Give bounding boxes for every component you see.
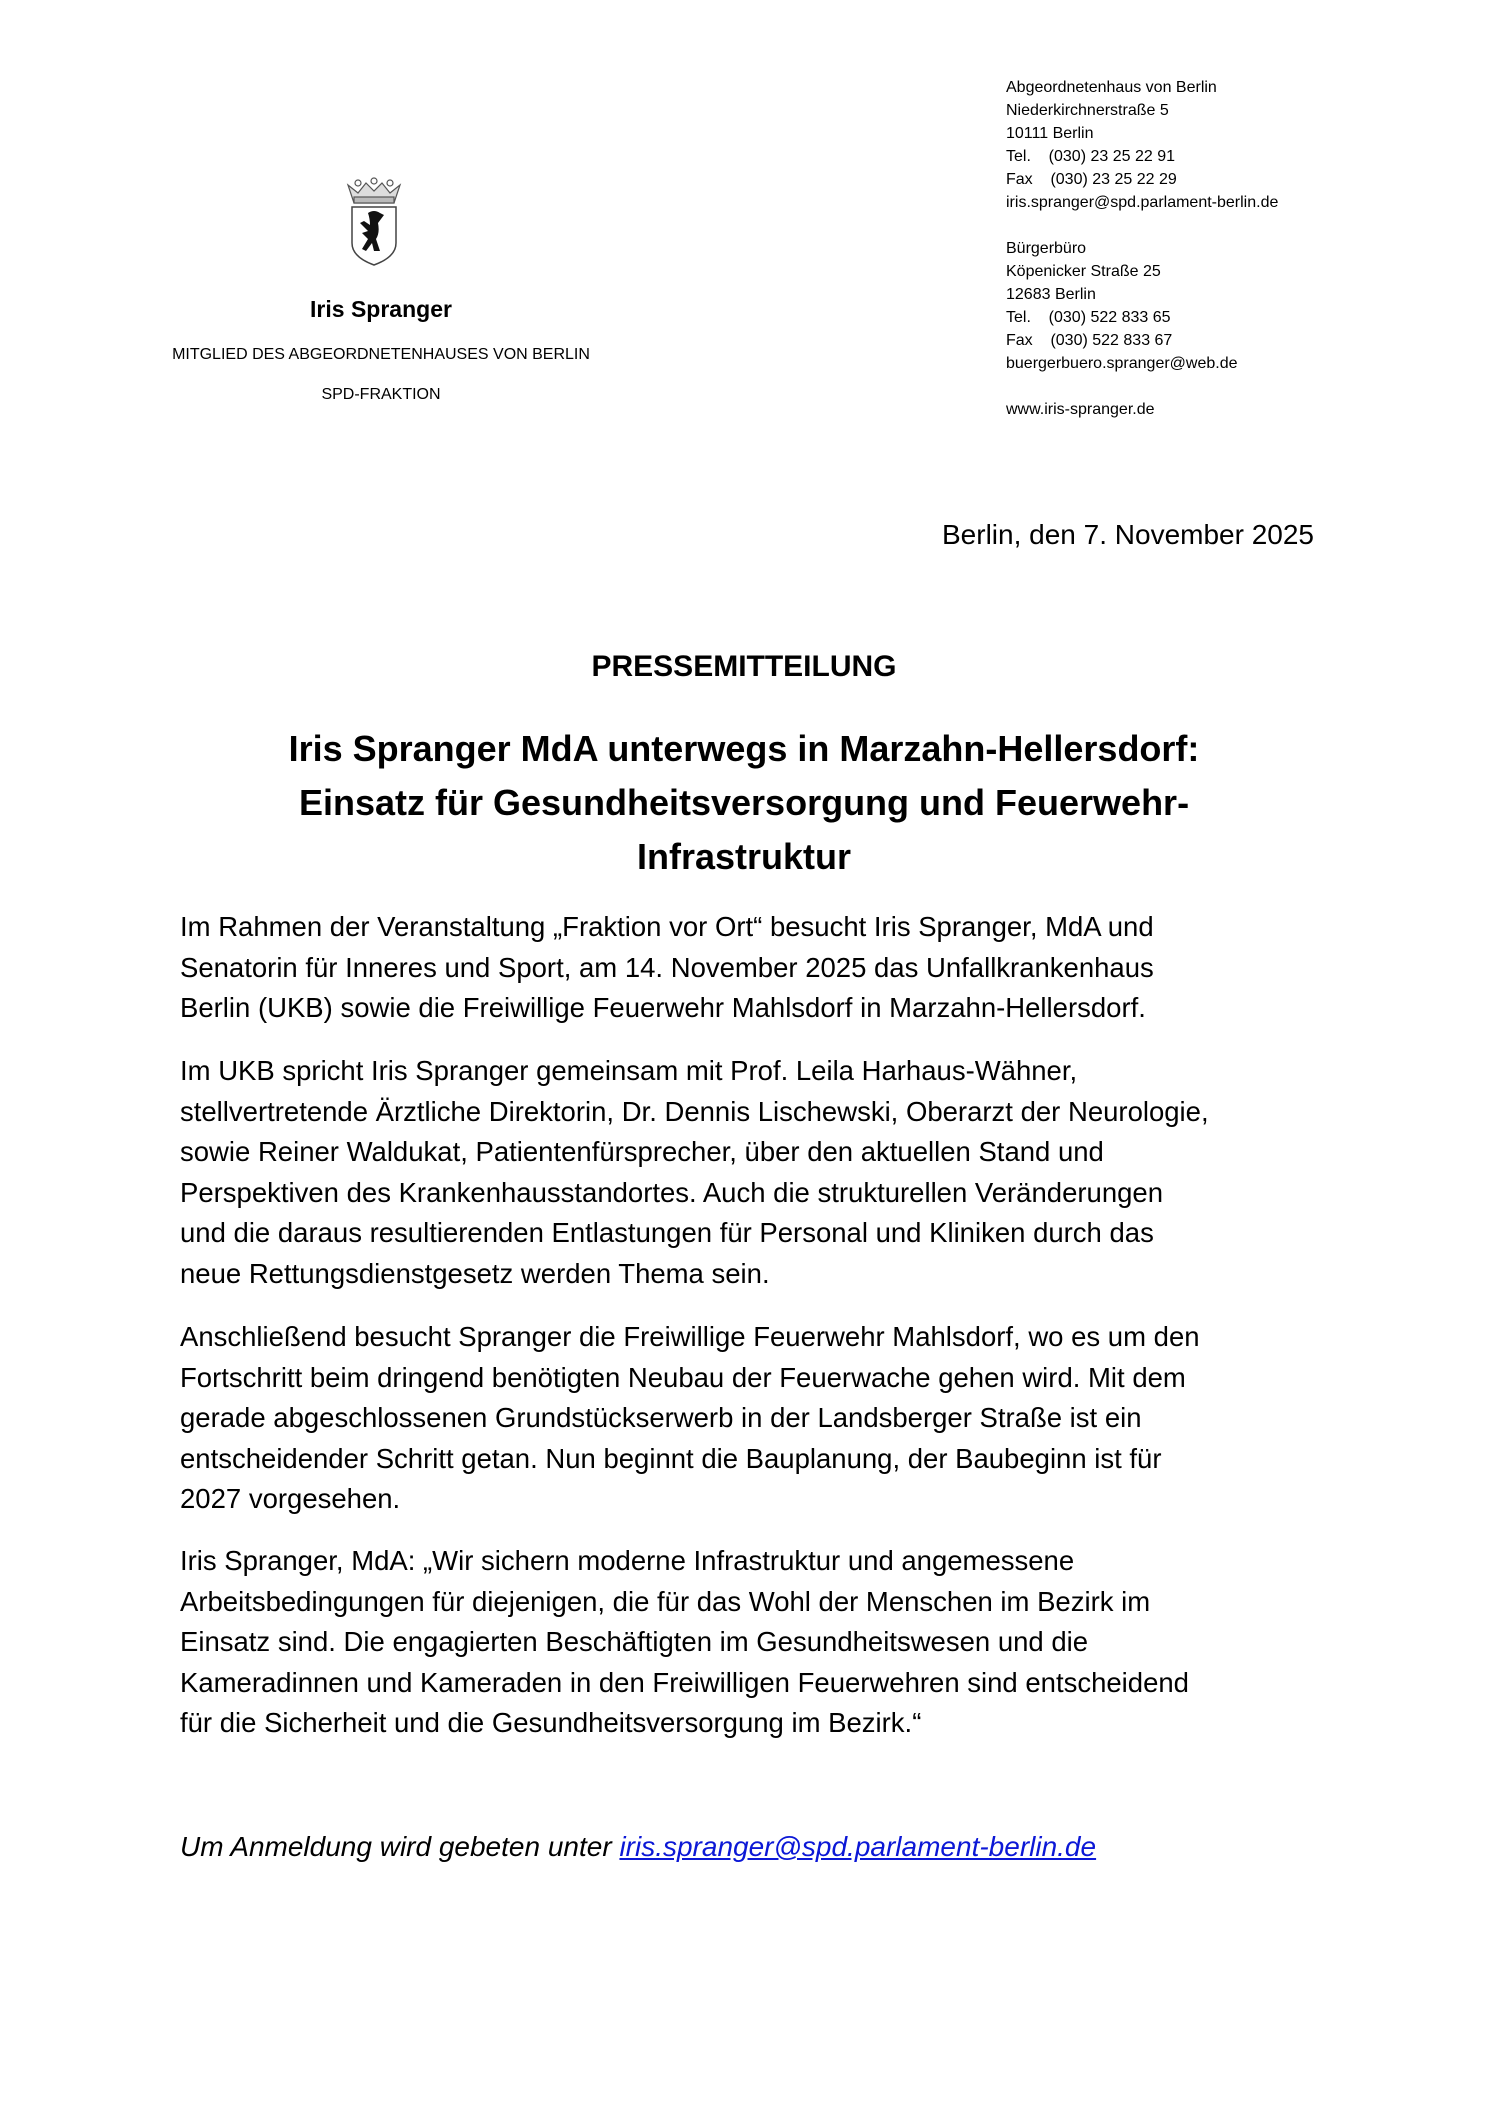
- paragraph-line: 2027 vorgesehen.: [180, 1483, 401, 1514]
- registration-note: [180, 1831, 1096, 1863]
- address-block: [1006, 76, 1278, 421]
- paragraph-line: für die Sicherheit und die Gesundheitsversorgung im Bezirk.“: [180, 1707, 922, 1738]
- paragraph-line: Kameradinnen und Kameraden in den Freiwilligen Feuerwehren sind entscheidend: [180, 1666, 1189, 1698]
- address-line: www.iris-spranger.de: [1006, 401, 1155, 418]
- title-line: Infrastruktur: [636, 836, 852, 877]
- paragraph-line: sowie Reiner Waldukat, Patientenfürsprecher, über den aktuellen Stand und: [180, 1136, 1104, 1167]
- address-line: Abgeordnetenhaus von Berlin: [1006, 79, 1217, 96]
- address-line: Niederkirchnerstraße 5: [1006, 102, 1169, 119]
- address-line: Köpenicker Straße 25: [1006, 263, 1161, 280]
- address-line: Bürgerbüro: [1006, 240, 1087, 257]
- address-line: Fax (030) 23 25 22 29: [1006, 171, 1177, 188]
- address-line: iris.spranger@spd.parlament-berlin.de: [1006, 194, 1279, 211]
- registration-text: Um Anmeldung wird gebeten unter: [180, 1831, 620, 1862]
- title-line: Einsatz für Gesundheitsversorgung und Feuerwehr-: [298, 782, 1190, 823]
- paragraph-line: Fortschritt beim dringend benötigten Neubau der Feuerwache gehen wird. Mit dem: [180, 1361, 1186, 1393]
- address-line: Tel. (030) 23 25 22 91: [1006, 148, 1175, 165]
- title-line: Iris Spranger MdA unterwegs in Marzahn-Hellersdorf:: [288, 728, 1200, 769]
- paragraph-line: entscheidender Schritt getan. Nun beginnt die Bauplanung, der Baubeginn ist für: [180, 1442, 1162, 1474]
- paragraph-line: Perspektiven des Krankenhausstandortes. Auch die strukturellen Veränderungen: [180, 1176, 1163, 1208]
- paragraph-line: stellvertretende Ärztliche Direktorin, Dr. Dennis Lischewski, Oberarzt der Neurologie,: [180, 1095, 1209, 1127]
- address-spacer: [1006, 214, 1278, 237]
- paragraph-feuerwehr: [180, 1317, 1340, 1520]
- paragraph-line: neue Rettungsdienstgesetz werden Thema sein.: [180, 1257, 770, 1289]
- paragraph-line: und die daraus resultierenden Entlastungen für Personal und Kliniken durch das: [180, 1217, 1154, 1248]
- paragraph-line: Im Rahmen der Veranstaltung „Fraktion vor Ort“ besucht Iris Spranger, MdA und: [180, 911, 1154, 942]
- document-date: Berlin, den 7. November 2025: [942, 519, 1314, 550]
- berlin-coat-of-arms-logo: [344, 177, 404, 267]
- author-role: MITGLIED DES ABGEORDNETENHAUSES VON BERLIN: [172, 346, 590, 363]
- paragraph-line: Im UKB spricht Iris Spranger gemeinsam mit Prof. Leila Harhaus-Wähner,: [180, 1055, 1078, 1086]
- author-name: Iris Spranger: [310, 296, 452, 322]
- paragraph-line: Berlin (UKB) sowie die Freiwillige Feuerwehr Mahlsdorf in Marzahn-Hellersdorf.: [180, 992, 1146, 1023]
- address-spacer: [1006, 375, 1278, 398]
- paragraph-line: Iris Spranger, MdA: „Wir sichern moderne Infrastruktur und angemessene: [180, 1545, 1075, 1576]
- paragraph-ukb: [180, 1051, 1340, 1294]
- paragraph-line: gerade abgeschlossenen Grundstückserwerb in der Landsberger Straße ist ein: [180, 1402, 1142, 1433]
- paragraph-quote: [180, 1541, 1340, 1744]
- address-line: 12683 Berlin: [1006, 286, 1096, 303]
- paragraph-line: Einsatz sind. Die engagierten Beschäftigten im Gesundheitswesen und die: [180, 1626, 1089, 1657]
- paragraph-line: Anschließend besucht Spranger die Freiwillige Feuerwehr Mahlsdorf, wo es um den: [180, 1321, 1200, 1352]
- address-line: Fax (030) 522 833 67: [1006, 332, 1173, 349]
- paragraph-line: Senatorin für Inneres und Sport, am 14. November 2025 das Unfallkrankenhaus: [180, 951, 1154, 983]
- address-line: Tel. (030) 522 833 65: [1006, 309, 1171, 326]
- paragraph-line: Arbeitsbedingungen für diejenigen, die für das Wohl der Menschen im Bezirk im: [180, 1585, 1151, 1617]
- registration-email-link[interactable]: iris.spranger@spd.parlament-berlin.de: [619, 1831, 1097, 1862]
- paragraph-intro: [180, 907, 1340, 1029]
- address-line: buergerbuero.spranger@web.de: [1006, 355, 1238, 372]
- address-line: 10111 Berlin: [1006, 125, 1094, 142]
- press-release-title: [0, 722, 1488, 884]
- author-party: SPD-FRAKTION: [321, 386, 441, 403]
- document-heading: PRESSEMITTEILUNG: [591, 650, 897, 683]
